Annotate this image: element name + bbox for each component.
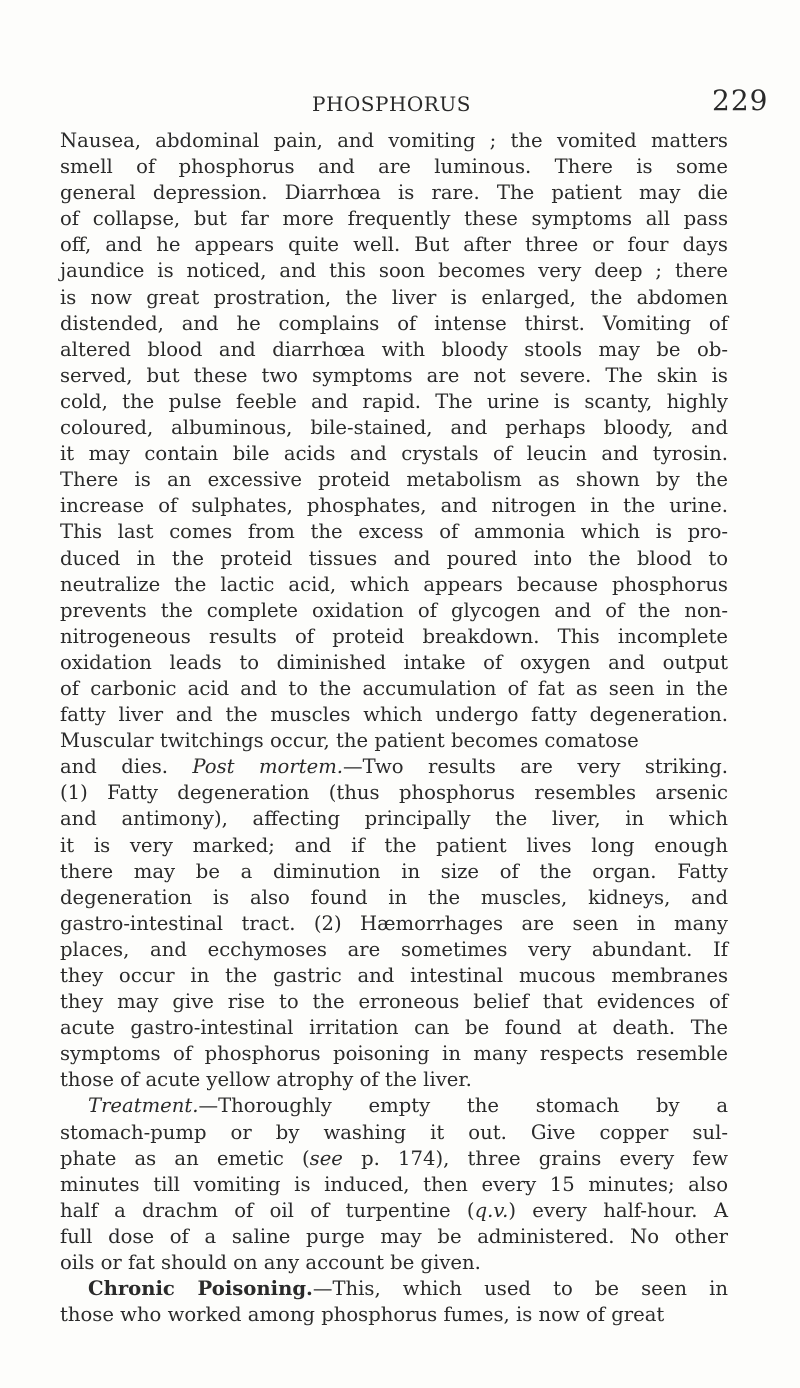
text-run: it is very marked; and if the patient lives long enough	[60, 833, 728, 857]
text-line	[60, 180, 728, 206]
text-run: p. 174), three grains every few	[342, 1146, 728, 1170]
text-run: minutes till vomiting is induced, then every 15 minutes; also	[60, 1172, 728, 1196]
italic-text: Post mortem.	[192, 755, 343, 779]
text-run: they may give rise to the erroneous belief that evidences of	[60, 990, 728, 1014]
text-line	[60, 1224, 728, 1250]
text-run: increase of sulphates, phosphates, and nitrogen in the urine.	[60, 494, 728, 518]
text-run: —This, which used to be seen in	[312, 1277, 728, 1301]
text-line	[60, 1302, 728, 1328]
text-line	[60, 546, 728, 572]
text-run: altered blood and diarrhœa with bloody stools may be ob-	[60, 337, 728, 361]
text-run: distended, and he complains of intense thirst. Vomiting of	[60, 311, 728, 335]
text-run: there may be a diminution in size of the organ. Fatty	[60, 859, 728, 883]
text-run: acute gastro-intestinal irritation can be found at death. The	[60, 1016, 728, 1040]
text-line	[60, 728, 728, 754]
text-run: they occur in the gastric and intestinal mucous membranes	[60, 964, 728, 987]
text-run: general depression. Diarrhœa is rare. The patient may die	[60, 181, 728, 205]
text-run: fatty liver and the muscles which undergo fatty degeneration.	[60, 703, 728, 727]
text-run: places, and ecchymoses are sometimes very abundant. If	[60, 937, 728, 961]
running-head	[0, 84, 800, 120]
text-run: of collapse, but far more frequently these symptoms all pass	[60, 207, 728, 231]
text-run: cold, the pulse feeble and rapid. The urine is scanty, highly	[60, 389, 728, 413]
italic-text: see	[309, 1146, 343, 1170]
text-line	[60, 1250, 728, 1276]
text-line	[60, 1276, 728, 1302]
text-line	[60, 702, 728, 728]
text-line	[60, 989, 728, 1015]
text-line	[60, 311, 728, 337]
text-run: and dies.	[60, 755, 193, 779]
text-run: of carbonic acid and to the accumulation of fat as seen in the	[60, 676, 728, 700]
italic-text: Treatment.	[88, 1094, 199, 1118]
italic-text: q.v.	[474, 1198, 509, 1222]
text-line	[60, 624, 728, 650]
text-run: prevents the complete oxidation of glycogen and of the non-	[60, 598, 728, 622]
text-line	[60, 780, 728, 806]
text-run: duced in the proteid tissues and poured into the blood to	[60, 546, 728, 570]
text-run: degeneration is also found in the muscles, kidneys, and	[60, 885, 728, 909]
text-run: This last comes from the excess of ammonia which is pro-	[60, 520, 728, 544]
text-line	[60, 676, 728, 702]
text-run: —Thoroughly empty the stomach by a	[198, 1094, 728, 1118]
text-run: —Two results are very striking.	[343, 755, 728, 779]
text-line	[60, 128, 728, 154]
text-run: it may contain bile acids and crystals of leucin and tyrosin.	[60, 442, 728, 466]
text-run: smell of phosphorus and are luminous. There is some	[60, 155, 728, 179]
text-line	[60, 572, 728, 598]
text-line	[60, 363, 728, 389]
text-run: full dose of a saline purge may be administered. No other	[60, 1224, 728, 1248]
text-line	[60, 1015, 728, 1041]
text-line	[60, 1041, 728, 1067]
text-run: neutralize the lactic acid, which appears because phosphorus	[60, 572, 728, 596]
text-line	[60, 806, 728, 832]
page-number: 229	[712, 84, 769, 117]
text-run: (1) Fatty degeneration (thus phosphorus resembles arsenic	[60, 781, 728, 805]
text-run: ) every half-hour. A	[508, 1198, 728, 1222]
text-line	[60, 859, 728, 885]
text-run: is now great prostration, the liver is enlarged, the abdomen	[60, 285, 728, 309]
text-line	[60, 467, 728, 493]
text-run: and antimony), affecting principally the liver, in which	[60, 807, 728, 831]
running-title: PHOSPHORUS	[312, 92, 471, 116]
text-run: those of acute yellow atrophy of the liver.	[60, 1068, 472, 1092]
text-line	[60, 285, 728, 311]
text-run: Nausea, abdominal pain, and vomiting ; the vomited matters	[60, 129, 728, 152]
text-run: jaundice is noticed, and this soon becomes very deep ; there	[60, 259, 728, 283]
text-line	[60, 206, 728, 232]
text-line	[60, 963, 728, 989]
text-line	[60, 1067, 728, 1093]
text-run: oils or fat should on any account be given.	[60, 1251, 481, 1275]
text-run: served, but these two symptoms are not severe. The skin is	[60, 363, 728, 387]
text-line	[60, 258, 728, 284]
text-run: stomach-pump or by washing it out. Give copper sul-	[60, 1120, 728, 1144]
text-run: gastro-intestinal tract. (2) Hæmorrhages are seen in many	[60, 911, 728, 935]
text-line	[60, 519, 728, 545]
text-line	[60, 1093, 728, 1119]
text-line	[60, 833, 728, 859]
text-run: oxidation leads to diminished intake of oxygen and output	[60, 650, 728, 674]
text-line	[60, 911, 728, 937]
bold-heading: Chronic Poisoning.	[88, 1277, 313, 1301]
text-line	[60, 1120, 728, 1146]
text-line	[60, 1198, 728, 1224]
text-line	[60, 937, 728, 963]
text-run: phate as an emetic (	[60, 1146, 310, 1170]
text-line	[60, 337, 728, 363]
text-line	[60, 650, 728, 676]
body-text	[60, 128, 728, 1328]
text-run: those who worked among phosphorus fumes, is now of great	[60, 1303, 665, 1327]
text-line	[60, 415, 728, 441]
text-run: off, and he appears quite well. But after three or four days	[60, 233, 728, 257]
text-line	[60, 441, 728, 467]
text-run: symptoms of phosphorus poisoning in many respects resemble	[60, 1042, 728, 1066]
text-line	[60, 493, 728, 519]
text-line	[60, 1146, 728, 1172]
text-run: There is an excessive proteid metabolism as shown by the	[60, 468, 728, 492]
text-line	[60, 232, 728, 258]
text-line	[60, 389, 728, 415]
text-line	[60, 1172, 728, 1198]
text-run: nitrogeneous results of proteid breakdown. This incomplete	[60, 624, 728, 648]
text-run: coloured, albuminous, bile-stained, and perhaps bloody, and	[60, 416, 728, 440]
text-line	[60, 154, 728, 180]
text-line	[60, 598, 728, 624]
text-run: Muscular twitchings occur, the patient becomes comatose	[60, 729, 639, 753]
text-line	[60, 885, 728, 911]
text-line	[60, 754, 728, 780]
text-run: half a drachm of oil of turpentine (	[60, 1198, 475, 1222]
